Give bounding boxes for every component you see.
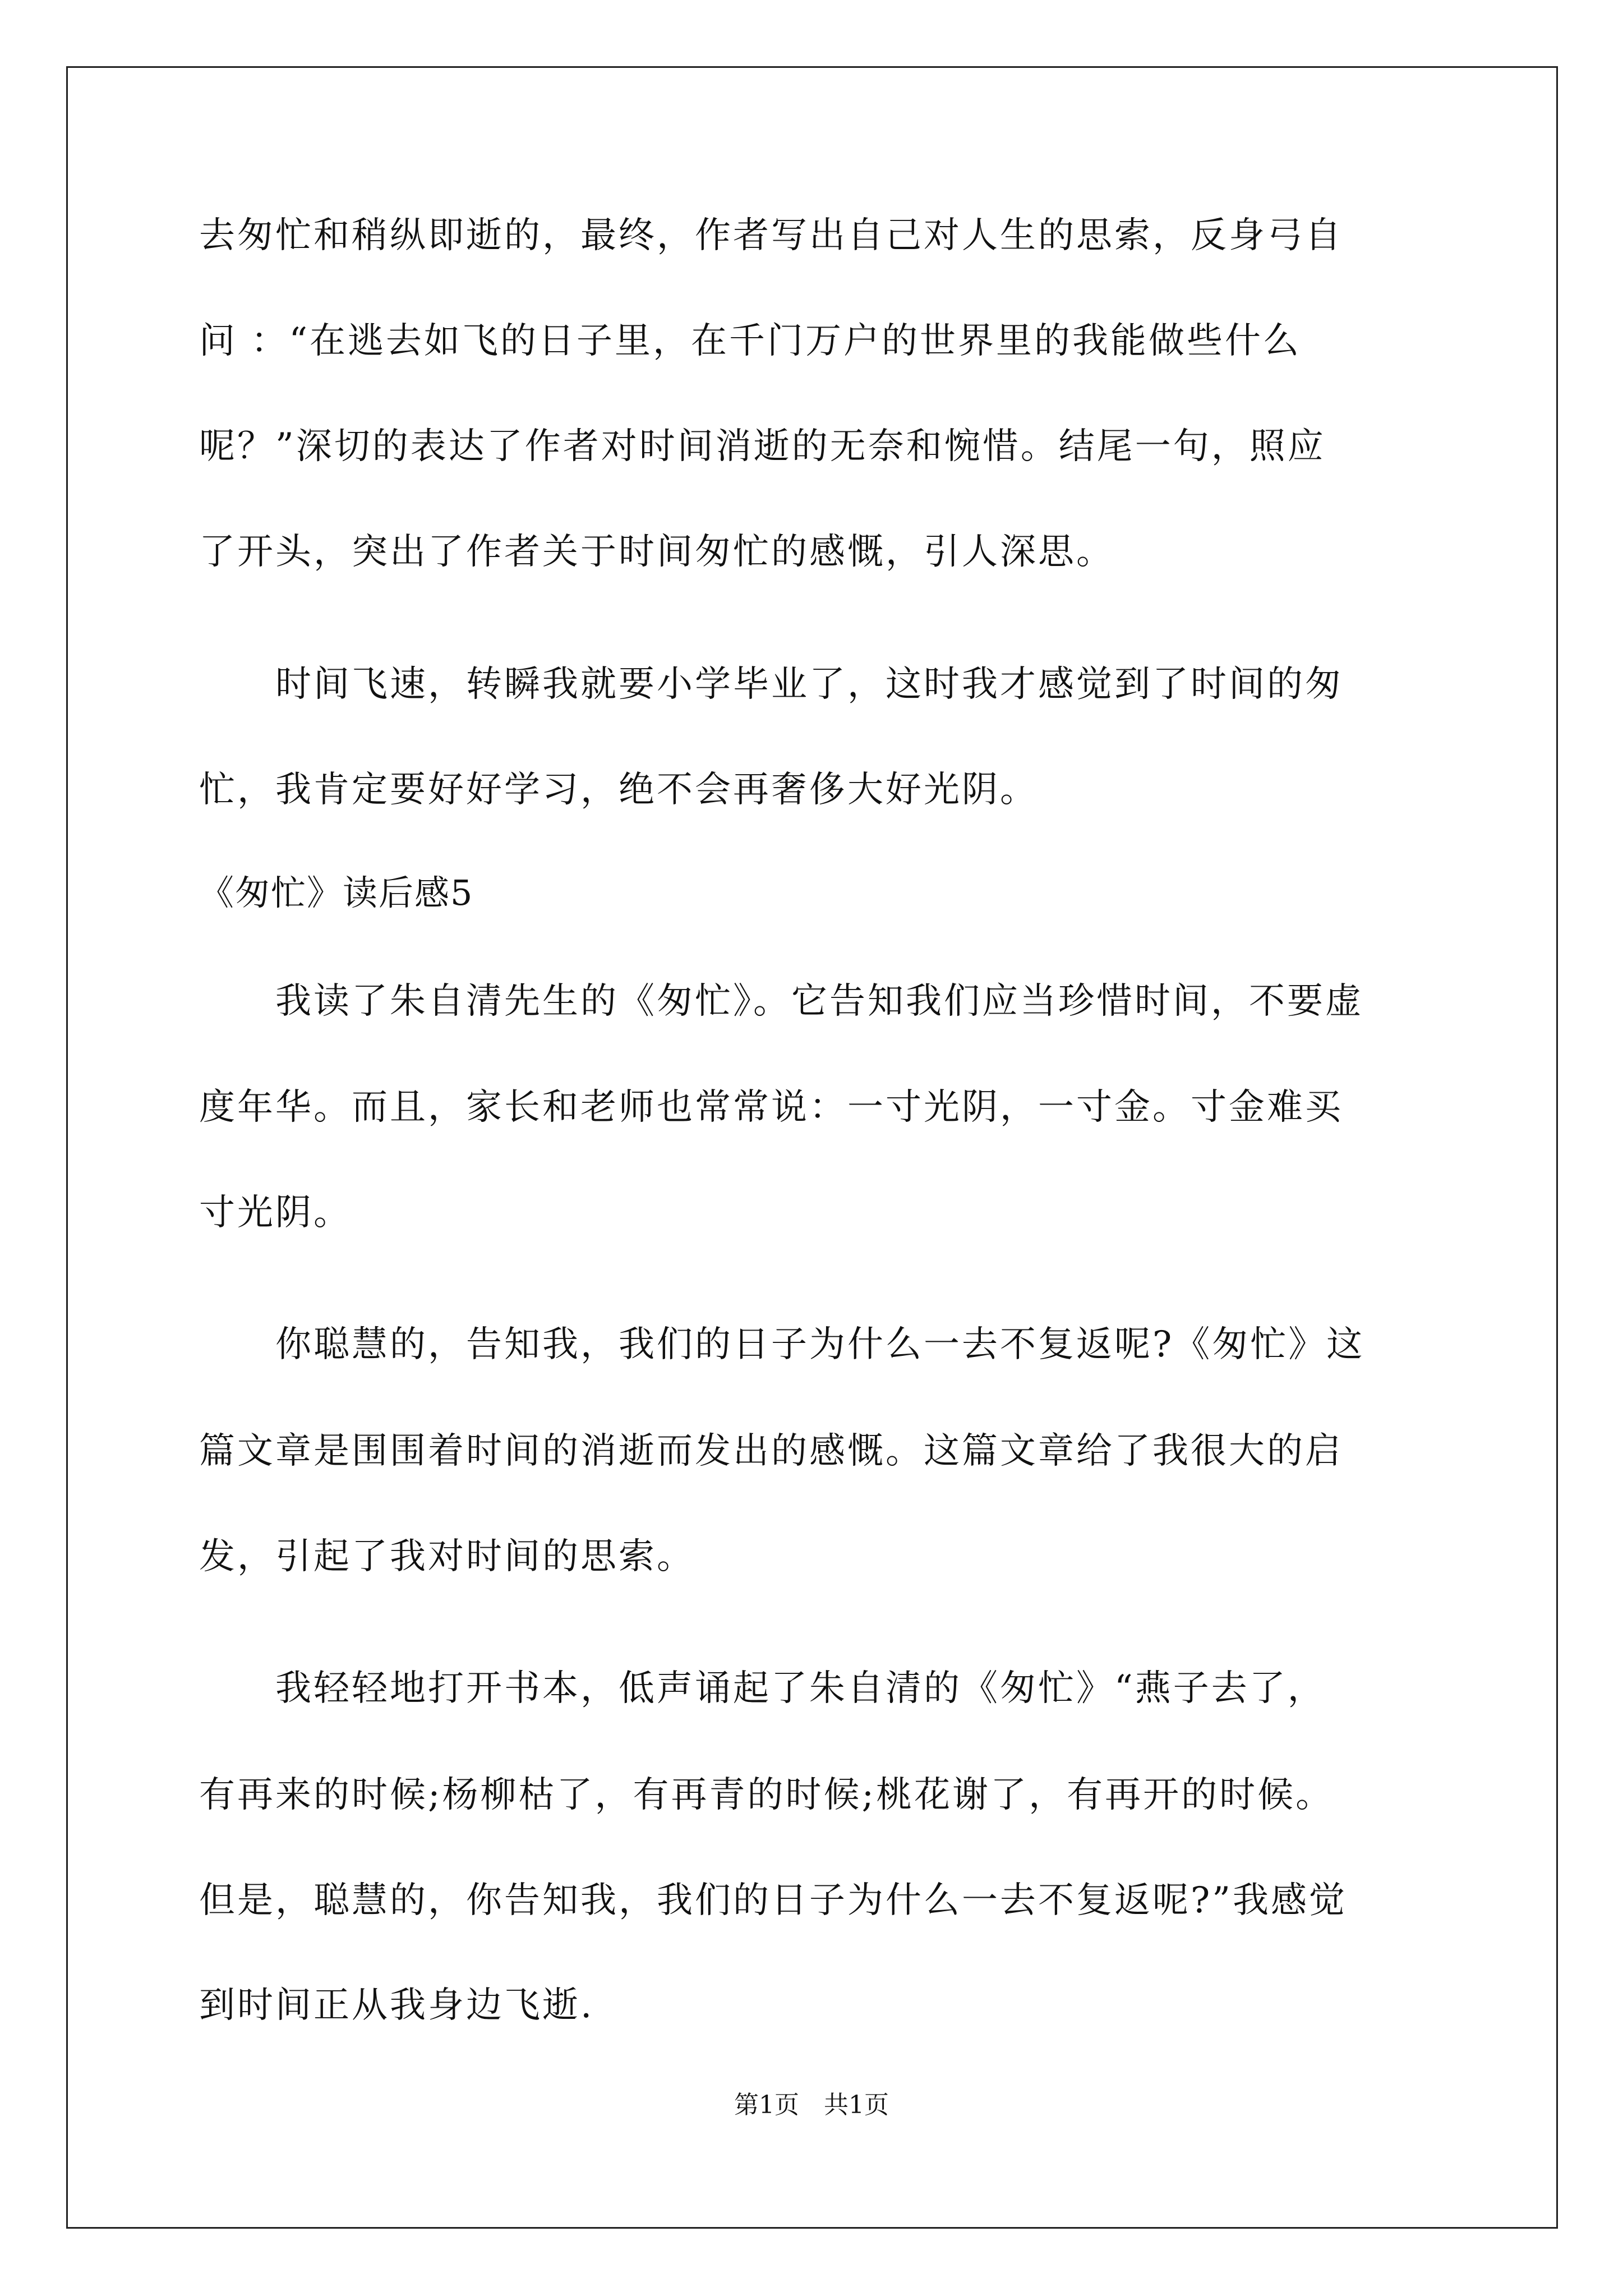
text-line: 我轻轻地打开书本，低声诵起了朱自清的《匆忙》“燕子去了， xyxy=(199,1668,1326,1709)
text-line: 时间飞速，转瞬我就要小学毕业了，这时我才感觉到了时间的匆 xyxy=(199,664,1343,705)
text-line: 呢？”深切的表达了作者对时间消逝的无奈和惋惜。结尾一句，照应 xyxy=(199,426,1326,467)
text-line: 忙，我肯定要好好学习，绝不会再奢侈大好光阴。 xyxy=(199,769,1038,811)
text-line: 我读了朱自清先生的《匆忙》。它告知我们应当珍惜时间，不要虚 xyxy=(199,981,1363,1022)
text-line: 发，引起了我对时间的思索。 xyxy=(199,1536,695,1577)
text-line: 了开头，突出了作者关于时间匆忙的感慨，引人深思。 xyxy=(199,531,1114,573)
text-line: 篇文章是围围着时间的消逝而发出的感慨。这篇文章给了我很大的启 xyxy=(199,1430,1343,1472)
text-line: 有再来的时候;杨柳枯了，有再青的时候;桃花谢了，有再开的时候。 xyxy=(199,1774,1334,1816)
text-line: 问 ：“在逃去如飞的日子里，在千门万户的世界里的我能做些什么 xyxy=(199,320,1302,362)
text-line: 去匆忙和稍纵即逝的，最终，作者写出自己对人生的思索，反身弓自 xyxy=(199,215,1343,256)
text-line: 寸光阴。 xyxy=(199,1192,352,1234)
text-line: 你聪慧的，告知我，我们的日子为什么一去不复返呢?《匆忙》这 xyxy=(199,1324,1365,1365)
text-line: 到时间正从我身边飞逝. xyxy=(199,1985,594,2026)
page-number: 第1页 共1页 xyxy=(734,2091,889,2119)
text-line: 度年华。而且，家长和老师也常常说：一寸光阴，一寸金。寸金难买 xyxy=(199,1087,1343,1128)
section-heading: 《匆忙》读后感5 xyxy=(199,872,474,913)
text-line: 但是，聪慧的，你告知我，我们的日子为什么一去不复返呢?”我感觉 xyxy=(199,1880,1348,1921)
